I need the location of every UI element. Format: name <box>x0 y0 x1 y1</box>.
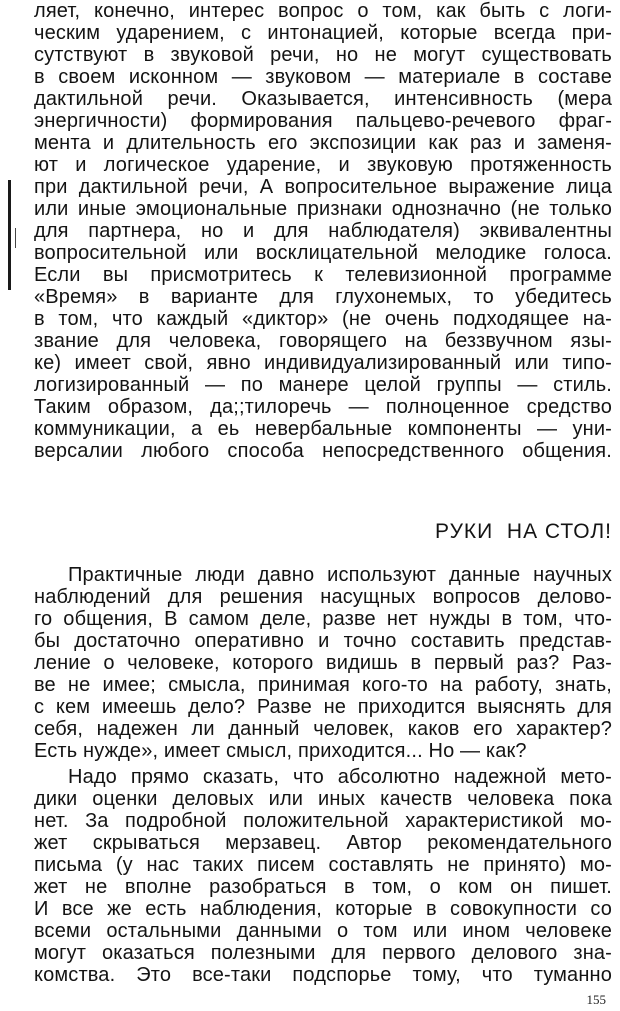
text-line: бы достаточно оперативно и точно составить представ- <box>34 630 612 652</box>
text-line: «Время» в варианте для глухонемых, то убедитесь <box>34 286 612 308</box>
text-line: жет скрываться мерзавец. Автор рекомендательного <box>34 832 612 854</box>
text-line: ляет, конечно, интерес вопрос о том, как быть с логи- <box>34 0 612 22</box>
text-line: нет. За подробной положительной характеристикой мо- <box>34 810 612 832</box>
margin-tick <box>15 228 16 248</box>
text-line: версалии любого способа непосредственного общения. <box>34 440 612 462</box>
text-line: дактильной речи. Оказывается, интенсивность (мера <box>34 88 612 110</box>
text-line: го общения, В самом деле, разве нет нужды в том, что- <box>34 608 612 630</box>
text-line: И все же есть наблюдения, которые в совокупности со <box>34 898 612 920</box>
text-line: наблюдений для решения насущных вопросов делово- <box>34 586 612 608</box>
section-heading: РУКИ НА СТОЛ! <box>435 520 612 543</box>
text-line: в том, что каждый «диктор» (не очень подходящее на- <box>34 308 612 330</box>
text-line: комства. Это все-таки подспорье тому, что туманно <box>34 964 612 986</box>
text-line: Таким образом, да;;тилоречь — полноценное средство <box>34 396 612 418</box>
text-line: при дактильной речи, А вопросительное выражение лица <box>34 176 612 198</box>
text-line: для партнера, но и для наблюдателя) эквивалентны <box>34 220 612 242</box>
text-line: себя, надежен ли данный человек, каков его характер? <box>34 718 612 740</box>
text-line: мента и длительность его экспозиции как раз и заменя- <box>34 132 612 154</box>
text-line: Практичные люди давно используют данные научных <box>68 564 612 586</box>
text-line: ют и логическое ударение, и звуковую протяженность <box>34 154 612 176</box>
text-line: ческим ударением, с интонацией, которые всегда при- <box>34 22 612 44</box>
text-line: ление о человеке, которого видишь в первый раз? Раз- <box>34 652 612 674</box>
text-line: Есть нужде», имеет смысл, приходится... Но — как? <box>34 740 527 762</box>
text-line: жет не вполне разобраться в том, о ком он пишет. <box>34 876 612 898</box>
text-line: вопросительной или восклицательной мелодике голоса. <box>34 242 612 264</box>
text-line: всеми остальными данными о том или ином человеке <box>34 920 612 942</box>
text-line: могут оказаться полезными для первого делового зна- <box>34 942 612 964</box>
text-line: с кем имеешь дело? Разве не приходится выяснять для <box>34 696 612 718</box>
text-line: или иные эмоциональные признаки однозначно (не только <box>34 198 612 220</box>
margin-bar <box>8 180 11 290</box>
text-line: ве не имее; смысла, принимая кого-то на работу, знать, <box>34 674 612 696</box>
text-line: Надо прямо сказать, что абсолютно надежной мето- <box>68 766 612 788</box>
text-line: сутствуют в звуковой речи, но не могут существовать <box>34 44 612 66</box>
page-number: 155 <box>586 992 606 1007</box>
text-line: звание для человека, говорящего на беззвучном язы- <box>34 330 612 352</box>
text-line: энергичности) формирования пальцево-речевого фраг- <box>34 110 612 132</box>
text-line: ке) имеет свой, явно индивидуализированный или типо- <box>34 352 612 374</box>
text-line: в своем исконном — звуковом — материале в составе <box>34 66 612 88</box>
text-line: дики оценки деловых или иных качеств человека пока <box>34 788 612 810</box>
text-line: логизированный — по манере целой группы — стиль. <box>34 374 612 396</box>
text-line: коммуникации, а еь невербальные компоненты — уни- <box>34 418 612 440</box>
text-line: письма (у нас таких писем составлять не принято) мо- <box>34 854 612 876</box>
text-line: Если вы присмотритесь к телевизионной программе <box>34 264 612 286</box>
